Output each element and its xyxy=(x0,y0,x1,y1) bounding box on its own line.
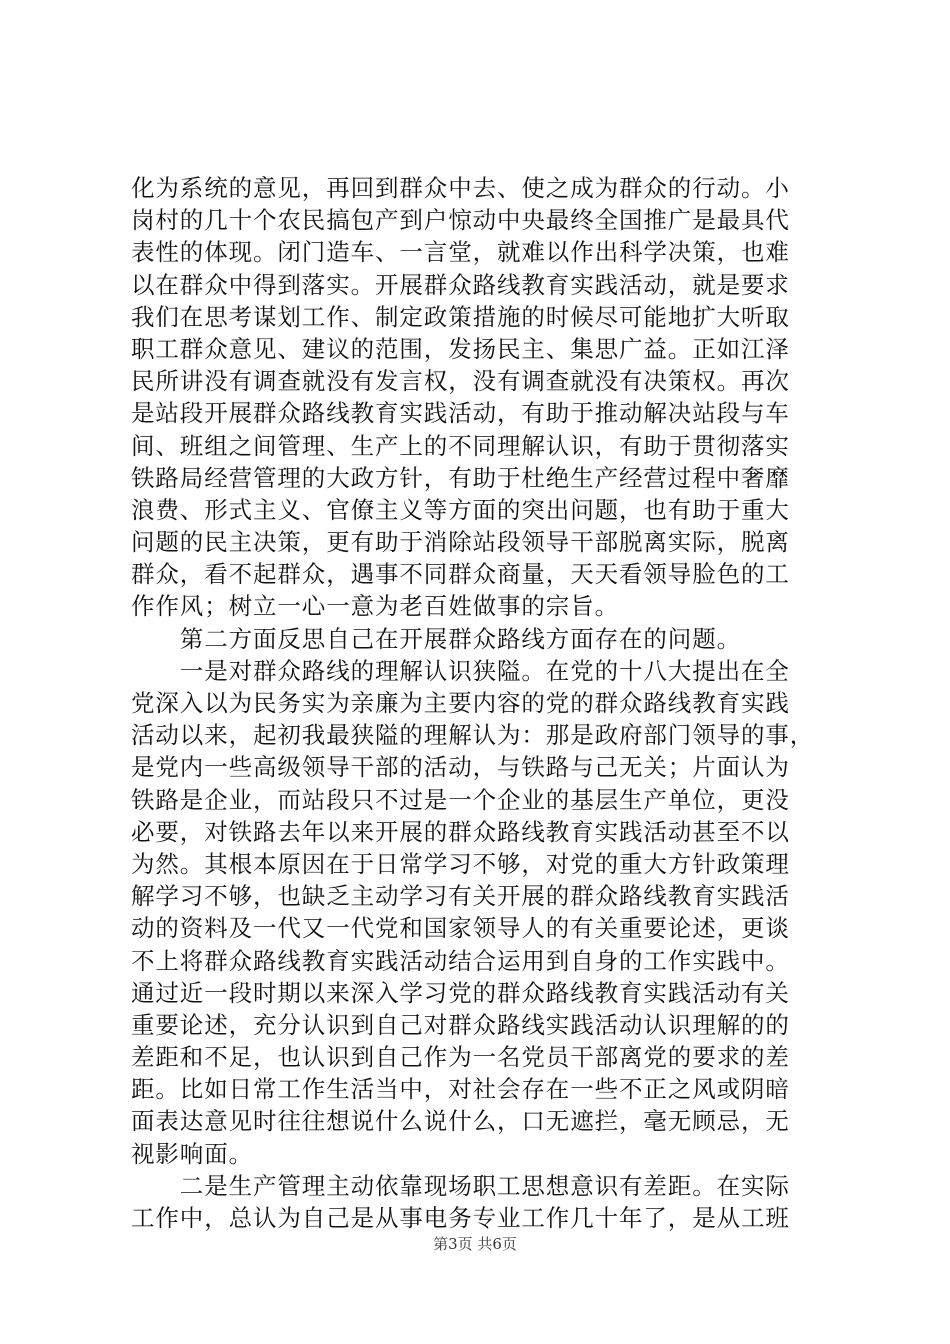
text-line: 是站段开展群众路线教育实践活动，有助于推动解决站段与车 xyxy=(131,399,790,428)
text-line: 视影响面。 xyxy=(131,1139,253,1168)
text-line: 动的资料及一代又一代党和国家领导人的有关重要论述，更谈 xyxy=(131,914,790,943)
text-line: 岗村的几十个农民搞包产到户惊动中央最终全国推广是最具代 xyxy=(131,206,790,235)
text-line: 党深入以为民务实为亲廉为主要内容的党的群众路线教育实践 xyxy=(131,689,790,717)
text-line: 民所讲没有调查就没有发言权，没有调查就没有决策权。再次 xyxy=(131,367,790,396)
text-line: 二是生产管理主动依靠现场职工思想意识有差距。在实际 xyxy=(131,1171,790,1200)
text-line: 距。比如日常工作生活当中，对社会存在一些不正之风或阴暗 xyxy=(131,1075,790,1104)
text-line: 通过近一段时期以来深入学习党的群众路线教育实践活动有关 xyxy=(131,978,790,1007)
text-line: 群众，看不起群众，遇事不同群众商量，天天看领导脸色的工 xyxy=(131,560,790,589)
text-line: 铁路局经营管理的大政方针，有助于杜绝生产经营过程中奢靡 xyxy=(131,463,790,492)
text-line: 差距和不足，也认识到自己作为一名党员干部离党的要求的差 xyxy=(131,1043,790,1072)
text-line: 为然。其根本原因在于日常学习不够，对党的重大方针政策理 xyxy=(131,849,790,878)
text-line: 必要，对铁路去年以来开展的群众路线教育实践活动甚至不以 xyxy=(131,817,790,846)
text-line: 一是对群众路线的理解认识狭隘。在党的十八大提出在全 xyxy=(131,656,790,685)
page-indicator: 第3页 共6页 xyxy=(433,1235,517,1253)
text-line: 浪费、形式主义、官僚主义等方面的突出问题，也有助于重大 xyxy=(131,495,790,524)
text-line: 重要论述，充分认识到自己对群众路线实践活动认识理解的的 xyxy=(131,1010,790,1039)
text-line: 铁路是企业，而站段只不过是一个企业的基层生产单位，更没 xyxy=(131,785,790,814)
text-line: 活动以来，起初我最狭隘的理解认为：那是政府部门领导的事， xyxy=(131,721,815,750)
text-line: 工作中，总认为自己是从事电务专业工作几十年了，是从工班 xyxy=(131,1204,790,1232)
text-line: 是党内一些高级领导干部的活动，与铁路与己无关；片面认为 xyxy=(131,753,790,782)
text-line: 作作风；树立一心一意为老百姓做事的宗旨。 xyxy=(131,592,619,621)
text-line: 以在群众中得到落实。开展群众路线教育实践活动，就是要求 xyxy=(131,270,790,299)
page-footer xyxy=(0,1233,950,1254)
text-line: 我们在思考谋划工作、制定政策措施的时候尽可能地扩大听取 xyxy=(131,302,790,331)
text-line: 职工群众意见、建议的范围，发扬民主、集思广益。正如江泽 xyxy=(131,334,790,363)
body-text xyxy=(131,172,831,1234)
text-line: 不上将群众路线教育实践活动结合运用到自身的工作实践中。 xyxy=(131,946,790,975)
text-line: 问题的民主决策，更有助于消除站段领导干部脱离实际，脱离 xyxy=(131,528,790,557)
text-line: 第二方面反思自己在开展群众路线方面存在的问题。 xyxy=(131,624,741,653)
text-line: 化为系统的意见，再回到群众中去、使之成为群众的行动。小 xyxy=(131,174,790,202)
text-line: 表性的体现。闭门造车、一言堂，就难以作出科学决策，也难 xyxy=(131,238,790,267)
text-line: 面表达意见时往往想说什么说什么，口无遮拦，毫无顾忌，无 xyxy=(131,1107,790,1136)
text-line: 解学习不够，也缺乏主动学习有关开展的群众路线教育实践活 xyxy=(131,882,790,911)
text-line: 间、班组之间管理、生产上的不同理解认识，有助于贯彻落实 xyxy=(131,431,790,460)
